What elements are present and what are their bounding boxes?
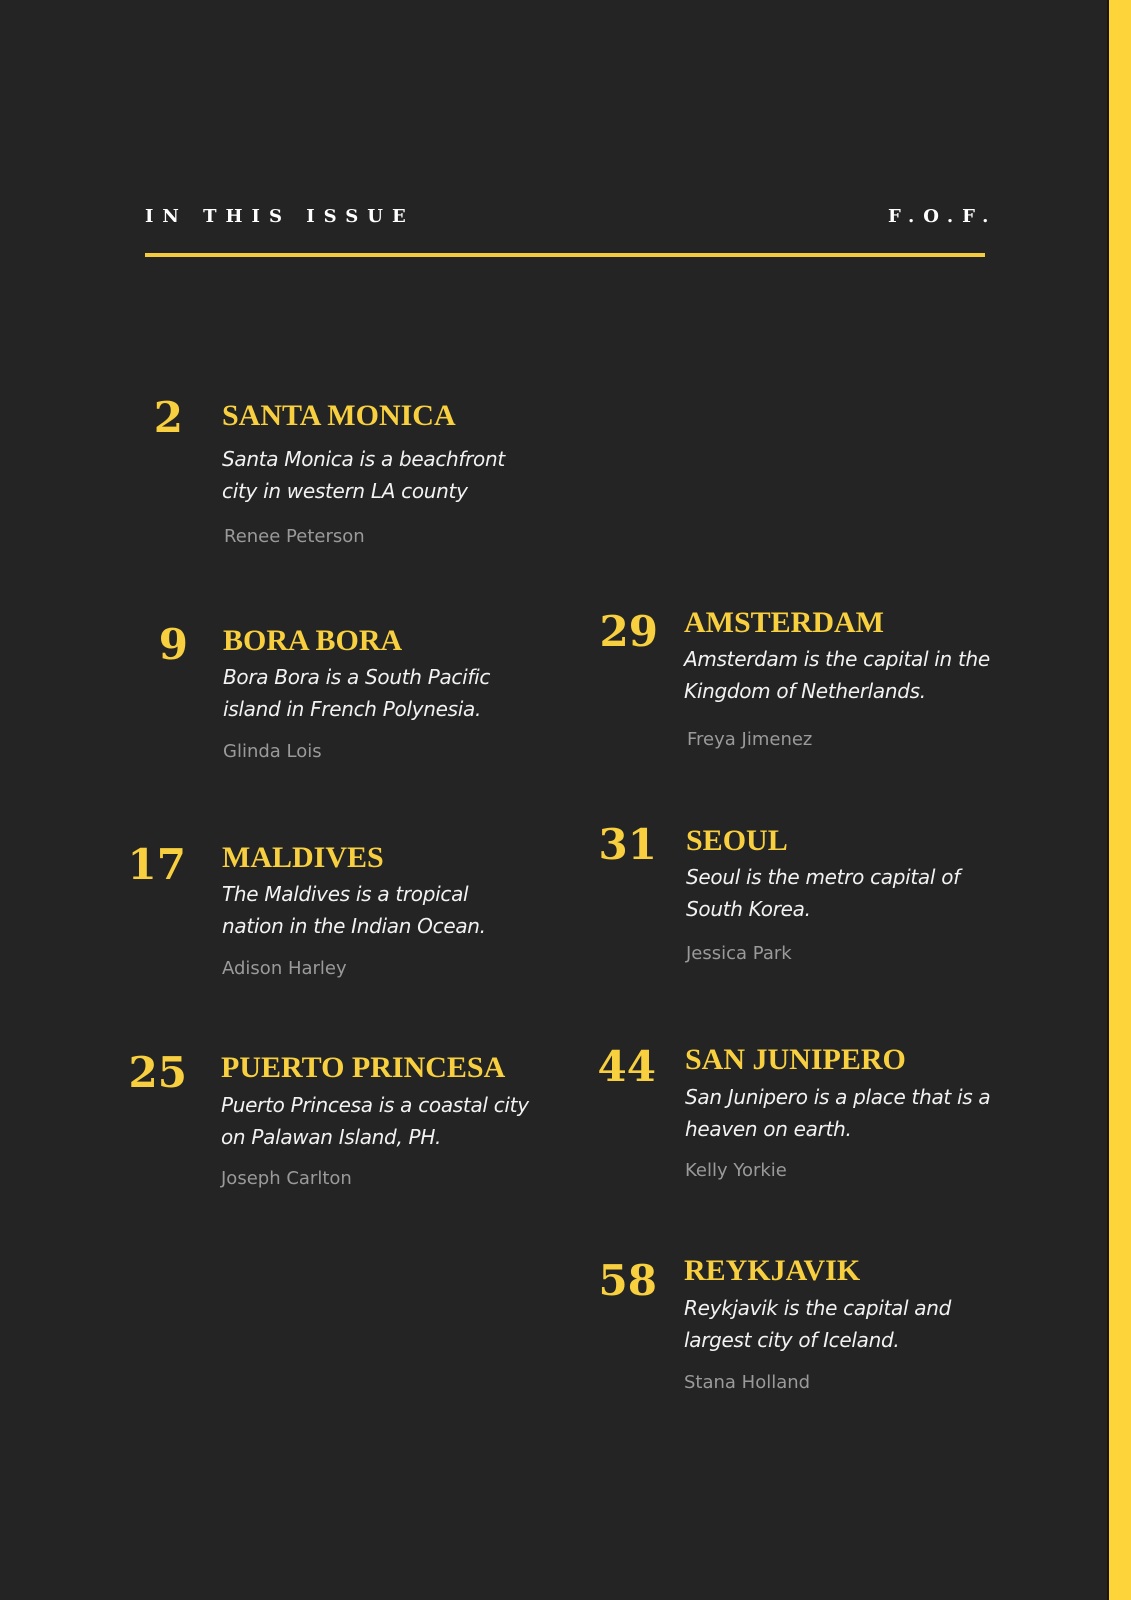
yellow-side-bar — [1107, 0, 1131, 1600]
section-heading: IN THIS ISSUE — [145, 206, 415, 227]
page-number: 2 — [153, 393, 183, 442]
entry-description: Reykjavik is the capital and largest city of Iceland. — [684, 1296, 952, 1352]
entry-title: BORA BORA — [223, 624, 403, 657]
entry-description: Bora Bora is a South Pacific island in French Polynesia. — [223, 665, 491, 721]
entry-author: Renee Peterson — [224, 526, 365, 547]
entry-author: Kelly Yorkie — [685, 1160, 787, 1181]
entry-title: AMSTERDAM — [684, 606, 884, 639]
page-number: 25 — [128, 1048, 187, 1097]
magazine-initials: F.O.F. — [888, 206, 998, 227]
page-number: 29 — [599, 607, 658, 656]
page-number: 31 — [598, 820, 657, 869]
entry-title: PUERTO PRINCESA — [221, 1051, 506, 1084]
entry-author: Glinda Lois — [223, 741, 322, 762]
page-number: 58 — [598, 1256, 657, 1305]
entry-description: The Maldives is a tropical nation in the Indian Ocean. — [222, 882, 486, 938]
page-number: 44 — [597, 1042, 656, 1091]
entry-author: Jessica Park — [686, 943, 792, 964]
entry-author: Freya Jimenez — [687, 729, 813, 750]
entry-title: MALDIVES — [222, 841, 384, 874]
entry-author: Stana Holland — [684, 1372, 811, 1393]
entry-title: REYKJAVIK — [684, 1254, 861, 1287]
entry-author: Joseph Carlton — [221, 1168, 352, 1189]
entry-title: SAN JUNIPERO — [685, 1043, 906, 1076]
page-number: 17 — [127, 840, 186, 889]
entry-description: Puerto Princesa is a coastal city on Palawan Island, PH. — [221, 1093, 529, 1149]
entry-title: SEOUL — [686, 824, 788, 857]
entry-description: San Junipero is a place that is a heaven on earth. — [685, 1085, 991, 1141]
entry-description: Santa Monica is a beachfront city in western LA county — [222, 447, 505, 503]
entry-description: Amsterdam is the capital in the Kingdom of Netherlands. — [684, 647, 990, 703]
entry-author: Adison Harley — [222, 958, 347, 979]
entry-title: SANTA MONICA — [222, 399, 456, 432]
page-number: 9 — [158, 620, 188, 669]
entry-description: Seoul is the metro capital of South Korea. — [686, 865, 960, 921]
header-divider — [145, 253, 985, 257]
